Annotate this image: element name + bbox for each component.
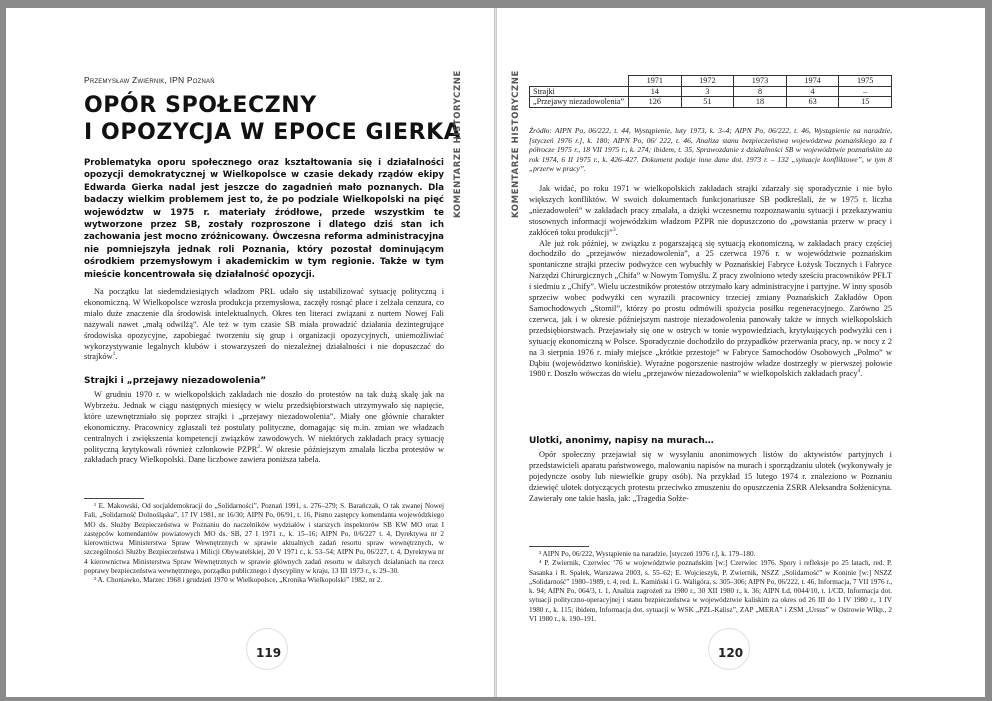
right-footnotes xyxy=(529,550,892,624)
author-line: Przemysław Zwiernik, IPN Poznań xyxy=(84,75,215,85)
footnote-rule xyxy=(84,498,144,499)
right-page xyxy=(497,8,985,697)
footnote-4: ⁴ P. Zwiernik, Czerwiec ’76 w województwie poznańskim [w:] Czerwiec 1976. Spory i refleksje po 25 latach, red. P. Sasanka i R. Spałek, Warszawa 2003, s. 55–62; E. Wojcieszyk, P. Zwiernik, NSZZ „Solidarność” w Koninie [w:] NSZZ „Solidarność” 1980–1989, t. 4, red. Ł. Kamiński i G. Waligóra, s. 305–306; AIPN Po, 06/222, t. 46, Informacja, 7 VII 1976 r., k. 94; AIPN Po, 064/3, t. 1, Analiza zagrożeń za 1980 r., 30 XII 1980 r., k. 36; AIPN Łd, 0044/10, t. 1/CD, Informacja dot. sytuacji polityczno-operacyjnej i stanu bezpieczeństwa w województwie kaliskim za okres od 26 III do 1 IV 1980 r., 1 IV 1980 r., k. 115; ibidem, Informacja dot. sytuacji w WSK „PZL-Kalisz”, ZAP „MERA” i ZSM „Ursus” w Ostrowie Wlkp., 2 VI 1980 r., k. 190–191. xyxy=(529,559,892,624)
table-cell: 126 xyxy=(629,97,682,108)
table-source-note: Źródło: AIPN Po, 06/222, t. 44, Wystąpienie, luty 1973, k. 3–4; AIPN Po, 06/222, t. 46, Wystąpienie na naradzie, [styczeń 1976 r.], k. 180; AIPN Po, 06/ 222, t. 46, Analiza stanu bezpieczeństwa województwa poznańskiego za I półrocze 1975 r., 18 VII 1975 r., k. 274; ibidem, t. 35, Sprawozdanie z działalności SB w województwie poznańskim za rok 1974, 6 II 1975 r., k. 426–427. Dokument podaje inne dane dot. 1973 r. – 132 „sytuacje konfliktowe”, w tym 8 „przerw w pracy”. xyxy=(529,126,892,173)
table-cell: 3 xyxy=(681,86,734,97)
intro-text: Na początku lat siedemdziesiątych władzom PRL udało się ustabilizować sytuację polityczną i ekonomiczną. W Wielkopolsce wzrosła produkcja przemysłowa, zaczęły rosnąć płace i zelżała cenzura, co miało duże znaczenie dla środowisk intelektualnych. Okres ten literaci związani z nurtem Nowej Fali nazywali nawet „małą odwilżą”. Ale też w tym czasie SB miała prowadzić działania dezintegrujące środowiska opozycyjne, zapobiegać tworzeniu się grup i organizacji opozycyjnych, uniemożliwiać wykorzystywanie legalnych klubów i stowarzyszeń do niezależnej działalności i nie dopuszczać do strajków$^1$. xyxy=(84,287,444,362)
article-title xyxy=(84,92,464,146)
table-corner-cell xyxy=(530,76,629,87)
table-cell: 14 xyxy=(629,86,682,97)
table-header-year: 1972 xyxy=(681,76,734,87)
analysis-text: Jak widać, po roku 1971 w wielkopolskich zakładach strajki zdarzały się sporadycznie i nie było większych konfliktów. W swoich dokumentach funkcjonariusze SB podkreślali, że w 1975 r. liczba „niezadowoleń” w zakładach pracy zmalała, a dzięki wczesnemu rozpoznawaniu sytuacji i przekazywaniu stosownych informacji wojewódzkim władzom PZPR nie dopuszczono do „powstania przerw w pracy i zakłóceń toku produkcji”$^3$. Ale już rok później, w związku z pogarszającą się sytuacją ekonomiczną, w zakładach pracy częściej dochodziło do „przejawów niezadowolenia”, a 25 czerwca 1976 r. w województwie poznańskim spontaniczne strajki przeciw podwyżce cen wybuchły w Poznańskiej Fabryce Łożysk Tocznych i Fabryce Narzędzi Chirurgicznych „Chifa” w Nowym Tomyślu. Z pracy zwolniono wtedy sześciu pracowników PFŁT i siedmiu z „Chify”. Wielu uczestników protestów otrzymało kary administracyjne i partyjne. W inny sposób sprzeciw wobec podwyżki cen wyrazili pracownicy trzeciej zmiany Poznańskich Zakładów Opon Samochodowych „Stomil”, którzy po prostu odmówili spożycia posiłku regeneracyjnego. Zarówno 25 czerwca, jak i w okresie późniejszym nastroje niezadowolenia panowały także w innych wielkopolskich przedsiębiorstwach. Przejawiały się one w ostrych w tonie wypowiedziach, krytykujących podwyżki cen i sytuację ekonomiczną w Polsce. Sporadycznie dochodziło do przypadków przerwania pracy, np. w nocy z 2 na 3 sierpnia 1976 r. miały miejsce „krótkie przestoje” w Fabryce Samochodów Osobowych „Polmo” w Dąbiu (województwo konińskie). Wyraźne pogorszenie nastrojów władze dostrzegły w pierwszej połowie 1980 r. Doszło wówczas do wielu „przejawów niezadowolenia” w wielkopolskich zakładach pracy$^4$. xyxy=(529,184,892,379)
footnote-ref-4[interactable]: 4 xyxy=(857,368,861,375)
section-heading-strikes: Strajki i „przejawy niezadowolenia” xyxy=(84,376,267,386)
title-line-1: OPÓR SPOŁECZNY xyxy=(84,93,317,118)
footnote-2: ² A. Choniawko, Marzec 1968 i grudzień 1970 w Wielkopolsce, „Kronika Wielkopolski” 1982, nr 2. xyxy=(94,576,383,585)
lead-paragraph: Problematyka oporu społecznego oraz kształtowania się i działalności opozycji demokratycznej w Wielkopolsce w czasie dekady rządów ekipy Edwarda Gierka nadal jest jeszcze do zagadnień mało poznanych. Dla badaczy wielkim problemem jest to, że po podziale Wielkopolski na pięć województw w 1975 r. materiały źródłowe, przede wszystkim te wytworzone przez SB, zostały rozproszone i dlatego dziś stan ich zachowania jest mocno zróżnicowany. Ówczesna reforma administracyjna nie pomniejszyła jednak roli Poznania, który pozostał dominującym ośrodkiem przemysłowym i akademickim w tym regionie. Także w tym mieście koncentrowała się działalność opozycji. xyxy=(84,158,444,280)
section-heading-leaflets: Ulotki, anonimy, napisy na murach… xyxy=(529,436,714,446)
table-header-row xyxy=(530,76,892,87)
footnote-1: ¹ E. Makowski, Od socjaldemokracji do „Solidarności”, Poznań 1991, s. 276–279; S. Barańczak, O tak zwanej Nowej Fali, „Solidarność Dolnośląska”, 17 IV 1981, nr 16/30; AIPN Po, 06/91, t. 16, Pismo zastępcy komendanta wojewódzkiego MO ds. Służby Bezpieczeństwa w Poznaniu do naczelników wydziałów i starszych inspektorów SB KW MO oraz I zastępców komendantów powiatowych MO ds. SB, 27 I 1971 r., k. 15–16; AIPN Po, 0/6/227 t. 4, Dyrektywa nr 2 kierownictwa Ministerstwa Spraw Wewnętrznych w sprawie aktualnych zadań resortu spraw wewnętrznych, w szczególności Służby Bezpieczeństwa i Milicji Obywatelskiej, 20 V 1971 r., k. 53–54; AIPN Po, 06/227, t. 4, Dyrektywa nr 4 kierownictwa Ministerstwa Spraw Wewnętrznych w sprawie głównych zadań resortu w dalszych działaniach na rzecz poprawy bezpieczeństwa wewnętrznego, porządku publicznego i dyscypliny w kraju, 13 III 1973 r., s. 29–30. xyxy=(84,502,444,576)
table-cell: 18 xyxy=(734,97,787,108)
strikes-paragraph-end: . W okresie późniejszym zmalała liczba protestów w zakładach pracy Wielkopolski. Dane liczbowe zawiera poniższa tabela. xyxy=(84,444,444,465)
footnote-ref-2[interactable]: 2 xyxy=(257,443,261,450)
footnote-rule xyxy=(529,546,589,547)
table-row-label: „Przejawy niezadowolenia” xyxy=(530,97,629,108)
left-footnotes xyxy=(84,502,444,586)
table-header-year: 1974 xyxy=(786,76,839,87)
vertical-section-label: KOMENTARZE HISTORYCZNE xyxy=(453,70,463,218)
leaflets-text xyxy=(529,450,892,505)
footnote-ref-1[interactable]: 1 xyxy=(112,351,116,358)
footnote-ref-3[interactable]: 3 xyxy=(612,226,616,233)
table-header-year: 1975 xyxy=(839,76,892,87)
table-cell: 8 xyxy=(734,86,787,97)
analysis-paragraph-1: Jak widać, po roku 1971 w wielkopolskich zakładach strajki zdarzały się sporadycznie i nie było większych konfliktów. W swoich dokumentach funkcjonariusze SB podkreślali, że w 1975 r. liczba „niezadowoleń” w zakładach pracy zmalała, a dzięki wczesnemu rozpoznawaniu sytuacji i przekazywaniu stosownych informacji wojewódzkim władzom PZPR nie dopuszczono do „powstania przerw w pracy i zakłóceń toku produkcji” xyxy=(529,184,892,237)
table-row xyxy=(530,97,892,108)
vertical-section-label: KOMENTARZE HISTORYCZNE xyxy=(511,70,521,218)
strikes-table xyxy=(529,75,892,108)
table-row xyxy=(530,86,892,97)
title-line-2: I OPOZYCJA W EPOCE GIERKA xyxy=(84,120,462,145)
table-row-label: Strajki xyxy=(530,86,629,97)
table-cell: 4 xyxy=(786,86,839,97)
page-number: 119 xyxy=(256,646,282,660)
intro-paragraph: Na początku lat siedemdziesiątych władzom PRL udało się ustabilizować sytuację polityczną i ekonomiczną. W Wielkopolsce wzrosła produkcja przemysłowa, zaczęły rosnąć płace i zelżała cenzura, co miało duże znaczenie dla środowisk intelektualnych. Okres ten literaci związani z nurtem Nowej Fali nazywali nawet „małą odwilżą”. Ale też w tym czasie SB miała prowadzić działania dezintegrujące środowiska opozycyjne, zapobiegać tworzeniu się grup i organizacji opozycyjnych, uniemożliwiać wykorzystywanie legalnych klubów i stowarzyszeń do niezależnej działalności i nie dopuszczać do strajków xyxy=(84,287,444,362)
analysis-paragraph-2: Ale już rok później, w związku z pogarszającą się sytuacją ekonomiczną, w zakładach pracy częściej dochodziło do „przejawów niezadowolenia”, a 25 czerwca 1976 r. w województwie poznańskim spontaniczne strajki przeciw podwyżce cen wybuchły w Poznańskiej Fabryce Łożysk Tocznych i Fabryce Narzędzi Chirurgicznych „Chifa” w Nowym Tomyślu. Z pracy zwolniono wtedy sześciu pracowników PFŁT i siedmiu z „Chify”. Wielu uczestników protestów otrzymało kary administracyjne i partyjne. W inny sposób sprzeciw wobec podwyżki cen wyrazili pracownicy trzeciej zmiany Poznańskich Zakładów Opon Samochodowych „Stomil”, którzy po prostu odmówili spożycia posiłku regeneracyjnego. Zarówno 25 czerwca, jak i w okresie późniejszym nastroje niezadowolenia panowały także w innych wielkopolskich przedsiębiorstwach. Przejawiały się one w ostrych w tonie wypowiedziach, krytykujących podwyżki cen i sytuację ekonomiczną w Polsce. Sporadycznie dochodziło do przypadków przerwania pracy, np. w nocy z 2 na 3 sierpnia 1976 r. miały miejsce „krótkie przestoje” w Fabryce Samochodów Osobowych „Polmo” w Dąbiu (województwo konińskie). Wyraźne pogorszenie nastrojów władze dostrzegły w pierwszej połowie 1980 r. Doszło wówczas do wielu „przejawów niezadowolenia” w wielkopolskich zakładach pracy xyxy=(529,238,892,379)
page-number: 120 xyxy=(718,646,744,660)
leaflets-paragraph: Opór społeczny przejawiał się w wysyłaniu anonimowych listów do aktywistów partyjnych i przedstawicieli aparatu państwowego, malowaniu napisów na murach i sporządzaniu ulotek (wykonywały je pojedyncze osoby lub niewielkie grupy osób). Na przykład 15 lutego 1974 r. znaleziono w Poznaniu dziewięć ulotek dotyczących protestu przeciwko zmuszeniu do opuszczenia ZSRR Aleksandra Sołżenicyna. Zawierały one takie hasła, jak: „Tragedia Sołże- xyxy=(529,450,892,503)
table-cell: 15 xyxy=(839,97,892,108)
table-cell: 63 xyxy=(786,97,839,108)
strikes-paragraph: W grudniu 1970 r. w wielkopolskich zakładach nie doszło do protestów na tak dużą skalę jak na Wybrzeżu. Jednak w ciągu następnych miesięcy w wielu przedsiębiorstwach utrzymywało się napięcie, które uzewnętrzniało się poprzez strajki i „przejawy niezadowolenia”. Miały one głównie charakter ekonomiczny. Pracownicy zgłaszali też postulaty polityczne, domagając się m.in. zmian we władzach centralnych i zwiększenia kompetencji związków zawodowych. W niektórych zakładach pracy sytuację polityczną krytykowali również członkowie PZPR xyxy=(84,390,444,454)
table-cell: 51 xyxy=(681,97,734,108)
footnote-3: ³ AIPN Po, 06/222, Wystąpienie na naradzie, [styczeń 1976 r.], k. 179–180. xyxy=(539,550,756,558)
strikes-text xyxy=(84,390,444,466)
left-page xyxy=(6,8,494,697)
table-header-year: 1973 xyxy=(734,76,787,87)
table-cell: – xyxy=(839,86,892,97)
table-header-year: 1971 xyxy=(629,76,682,87)
